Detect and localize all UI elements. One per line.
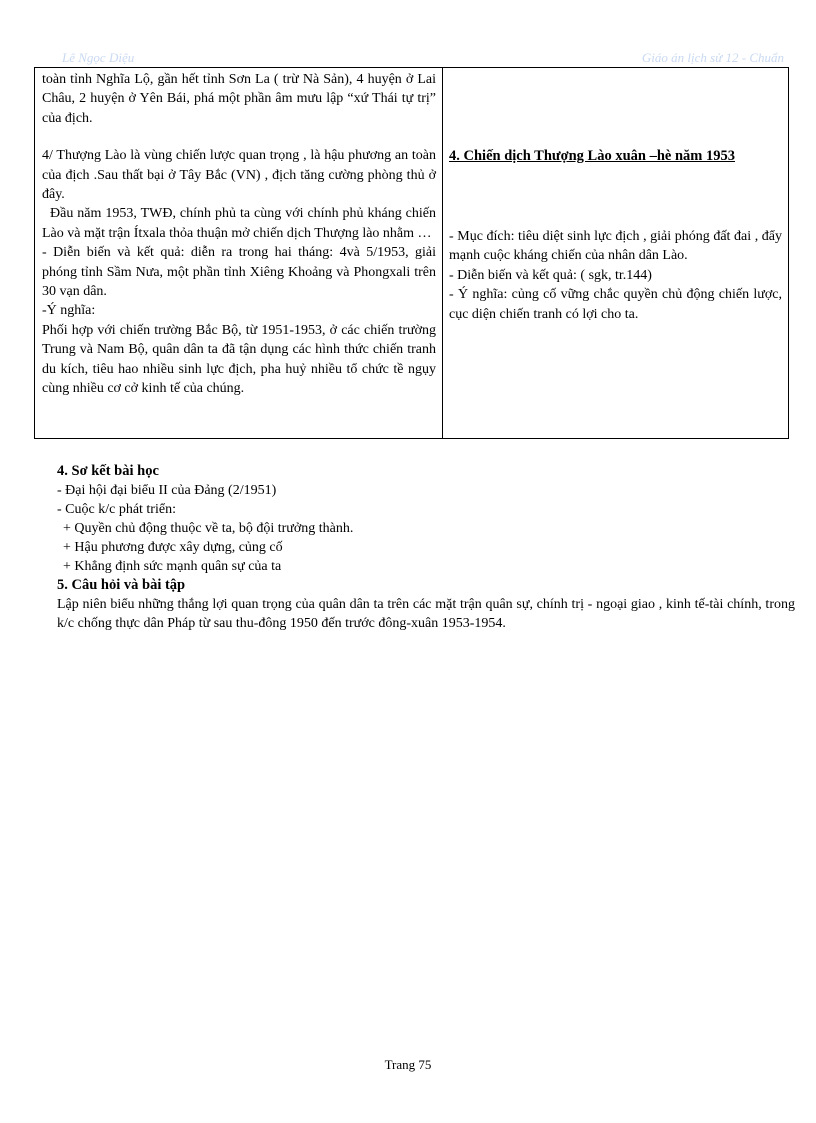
summary-item: + Khẳng định sức mạnh quân sự của ta bbox=[63, 559, 282, 574]
right-paragraph-3: - Ý nghĩa: củng cố vững chắc quyền chủ động chiến lược, cục diện chiến tranh có lợi cho ta. bbox=[449, 287, 782, 322]
page-number: Trang 75 bbox=[384, 1057, 432, 1072]
summary-item: - Đại hội đại biểu II của Đảng (2/1951) bbox=[57, 483, 277, 498]
content-table bbox=[34, 67, 789, 439]
right-paragraph-2: - Diễn biến và kết quả: ( sgk, tr.144) bbox=[449, 267, 652, 283]
table-right-column bbox=[443, 68, 788, 438]
left-paragraph-1: toàn tỉnh Nghĩa Lộ, gần hết tỉnh Sơn La ( trừ Nà Sản), 4 huyện ở Lai Châu, 2 huyện ở Yên Bái, phá một phần âm mưu lập “xứ Thái tự trị” của địch. bbox=[42, 72, 436, 126]
left-paragraph-2: 4/ Thượng Lào là vùng chiến lược quan trọng , là hậu phương an toàn của địch .Sau thất bại ở Tây Bắc (VN) , địch tăng cường phòng thủ ở đây. bbox=[42, 148, 436, 203]
questions-heading: 5. Câu hỏi và bài tập bbox=[57, 577, 186, 593]
section-title-campaign: 4. Chiến dịch Thượng Lào xuân –hè năm 1953 bbox=[449, 148, 735, 164]
left-paragraph-4: - Diễn biến và kết quả: diễn ra trong hai tháng: 4và 5/1953, giải phóng tỉnh Sầm Nưa, một phần tỉnh Xiêng Khoảng và Phongxali trên 30 vạn dân. bbox=[42, 245, 436, 300]
right-paragraph-1: - Mục đích: tiêu diệt sinh lực địch , giải phóng đất đai , đẩy mạnh cuộc kháng chiến của nhân dân Lào. bbox=[449, 229, 782, 264]
header-author: Lê Ngọc Diệu bbox=[62, 50, 135, 65]
summary-item: + Hậu phương được xây dựng, củng cố bbox=[63, 540, 283, 555]
question-text: Lập niên biểu những thắng lợi quan trọng của quân dân ta trên các mặt trận quân sự, chính trị - ngoại giao , kinh tế-tài chính, trong k/c chống thực dân Pháp từ sau thu-đông 1950 đến trước đông-xuân 1953-1954. bbox=[57, 597, 795, 631]
table-left-column bbox=[35, 68, 443, 438]
summary-item: - Cuộc k/c phát triển: bbox=[57, 502, 176, 517]
left-paragraph-5: -Ý nghĩa: bbox=[42, 303, 96, 319]
left-paragraph-6: Phối hợp với chiến trường Bắc Bộ, từ 1951-1953, ở các chiến trường Trung và Nam Bộ, quân dân ta đã tận dụng các hình thức chiến tranh du kích, tiêu hao nhiều sinh lực địch, pha huỷ nhiều tổ chức tề ngụy cùng nhiều cơ cở kinh tế của chúng. bbox=[42, 322, 436, 397]
left-paragraph-3: Đầu năm 1953, TWĐ, chính phủ ta cùng với chính phủ kháng chiến Lào và mặt trận Ítxala thỏa thuận mở chiến dịch Thượng lào nhằm … bbox=[42, 206, 436, 241]
summary-section bbox=[57, 462, 795, 633]
summary-item: + Quyền chủ động thuộc về ta, bộ đội trưởng thành. bbox=[63, 521, 354, 536]
header-doc-title: Giáo án lịch sử 12 - Chuẩn bbox=[641, 50, 784, 65]
summary-heading: 4. Sơ kết bài học bbox=[57, 463, 159, 479]
